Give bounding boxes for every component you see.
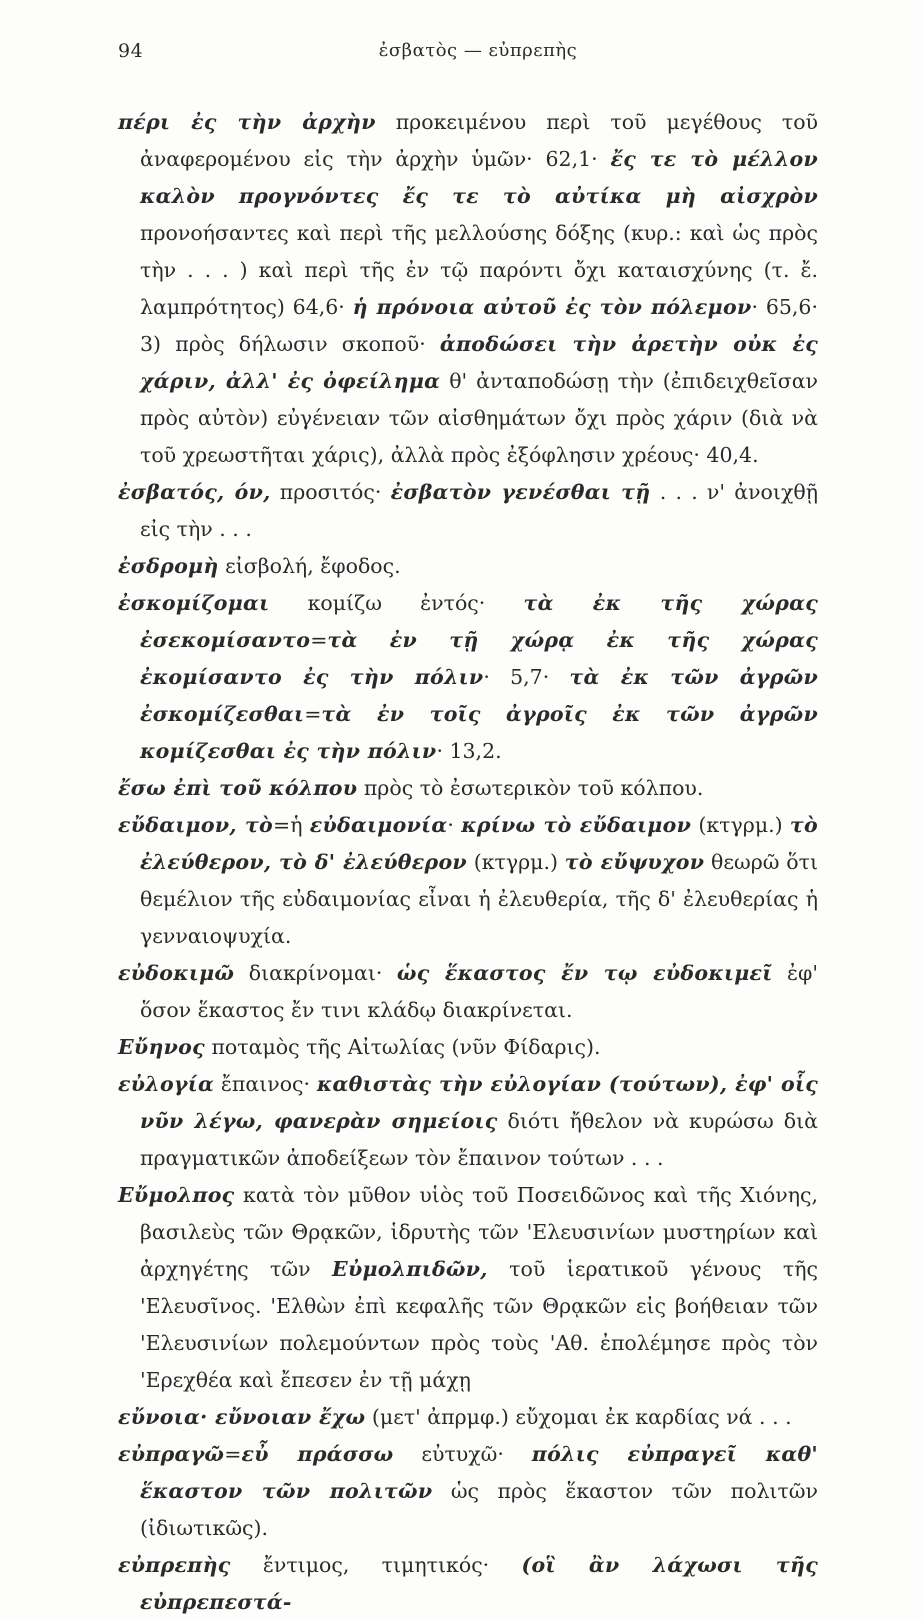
greek-phrase: ἐσδρομὴ — [118, 554, 219, 578]
greek-phrase: εὐπραγῶ — [118, 1442, 225, 1466]
dictionary-entry — [118, 548, 818, 585]
dictionary-entry — [118, 585, 818, 770]
greek-phrase: Εὐμολπιδῶν, — [332, 1257, 488, 1281]
definition-text: κατὰ τὸν μῦθον υἱὸς τοῦ Ποσειδῶνος καὶ τῆς Χιόνης, βασιλεὺς τῶν Θρᾳκῶν, ἱδρυτὴς τῶν 'Ελευσινίων μυστηρίων καὶ ἀρχηγέτης τῶν — [140, 1183, 818, 1281]
definition-text: (κτγρμ.) — [466, 850, 565, 874]
page-number: 94 — [118, 40, 144, 62]
dictionary-entry — [118, 1436, 818, 1547]
definition-text: = — [304, 702, 322, 726]
definition-text: ἐφ' ὅσον ἕκαστος ἔν τινι κλάδῳ διακρίνεται. — [140, 961, 818, 1022]
greek-phrase: Εὔηνος — [118, 1035, 205, 1059]
greek-phrase: ἐσβατὸν γενέσθαι τῇ — [390, 480, 651, 504]
definition-text: προσιτός· — [270, 480, 391, 504]
definition-text: προκειμένου περὶ τοῦ μεγέθους τοῦ ἀναφερομένου εἰς τὴν ἀρχὴν ὑμῶν· 62,1· — [140, 110, 819, 171]
definition-text: πρὸς τὸ ἐσωτερικὸν τοῦ κόλπου. — [357, 776, 704, 800]
definition-text: θεωρῶ ὅτι θεμέλιον τῆς εὐδαιμονίας εἶναι ἡ ἐλευθερία, τῆς δ' ἐλευθερίας ἡ γενναιοψυχία. — [140, 850, 818, 948]
definition-text: = — [224, 1442, 242, 1466]
greek-phrase: ἡ πρόνοια αὐτοῦ ἐς τὸν πόλεμον — [352, 295, 752, 319]
greek-phrase: τὰ ἐν τοῖς ἀγροῖς ἐκ τῶν ἀγρῶν κομίζεσθαι ἐς τὴν πόλιν — [140, 702, 818, 763]
definition-text: ποταμὸς τῆς Αἰτωλίας (νῦν Φίδαρις). — [204, 1035, 601, 1059]
greek-phrase: ὡς ἕκαστος ἔν τῳ εὐδοκιμεῖ — [396, 961, 773, 985]
dictionary-entry — [118, 1399, 818, 1436]
greek-phrase: ἔσω ἐπὶ τοῦ κόλπου — [118, 776, 358, 800]
greek-phrase: Εὔμολπος — [118, 1183, 235, 1207]
greek-phrase: εὐπρεπὴς — [118, 1553, 231, 1577]
definition-text: ὡς πρὸς ἕκαστον τῶν πολιτῶν (ἰδιωτικῶς). — [140, 1479, 818, 1540]
greek-phrase: πόλις εὐπραγεῖ καθ' ἕκαστον τῶν πολιτῶν — [140, 1442, 819, 1503]
definition-text: · 13,2. — [436, 739, 502, 763]
dictionary-entry — [118, 1066, 818, 1177]
greek-phrase: καθιστὰς τὴν εὐλογίαν (τούτων), ἐφ' οἷς νῦν λέγω, φανερὰν σημείοις — [140, 1072, 818, 1133]
definition-text: · 65,6· 3) πρὸς δήλωσιν σκοποῦ· — [140, 295, 818, 356]
definition-text: (κτγρμ.) — [691, 813, 790, 837]
definition-text: · 5,7· — [483, 665, 570, 689]
definition-text: εἰσβολή, ἔφοδος. — [218, 554, 401, 578]
greek-phrase: τὸ εὔψυχον — [564, 850, 705, 874]
definition-text: προνοήσαντες καὶ περὶ τῆς μελλούσης δόξης (κυρ.: καὶ ὡς πρὸς τὴν . . . ) καὶ περὶ τῆς ἐν τῷ παρόντι ὄχι καταισχύνης (τ. ἔ. λαμπρότητος) 64,6· — [140, 221, 818, 319]
greek-phrase: εὐδαιμονία — [309, 813, 448, 837]
definition-text: κομίζω ἐντός· — [269, 591, 524, 615]
definition-text: · — [447, 813, 462, 837]
greek-phrase: εὖ πράσσω — [241, 1442, 394, 1466]
dictionary-entry — [118, 474, 818, 548]
definition-text: ἔντιμος, τιμητικός· — [230, 1553, 522, 1577]
definition-text: διακρίνομαι· — [234, 961, 397, 985]
definition-text: = — [310, 628, 328, 652]
greek-phrase: πέρι ἐς τὴν ἀρχὴν — [118, 110, 376, 134]
dictionary-entry — [118, 1029, 818, 1066]
definition-text: . . . ν' ἀνοιχθῇ εἰς τὴν . . . — [140, 480, 818, 541]
running-head: ἐσβατὸς — εὐπρεπὴς — [378, 40, 578, 61]
definition-text: θ' ἀνταποδώσῃ τὴν (ἐπιδειχθεῖσαν πρὸς αὐτὸν) εὐγένειαν τῶν αἰσθημάτων ὄχι πρὸς χάριν (διὰ νὰ τοῦ χρεωστῆται χάρις), ἀλλὰ πρὸς ἐξόφλησιν χρέους· 40,4. — [140, 369, 819, 467]
definition-text: εὐτυχῶ· — [393, 1442, 532, 1466]
definition-text: (μετ' ἀπρμφ.) εὔχομαι ἐκ καρδίας νά . . . — [365, 1405, 792, 1429]
greek-phrase: ἐσβατός, όν, — [118, 480, 271, 504]
greek-phrase: (οἳ ἂν λάχωσι τῆς εὐπρεπεστά- — [140, 1553, 818, 1614]
definition-text: διότι ἤθελον νὰ κυρώσω διὰ πραγματικῶν ἀποδείξεων τὸν ἔπαινον τούτων . . . — [140, 1109, 818, 1170]
dictionary-entry — [118, 807, 818, 955]
greek-phrase: τὰ ἐκ τῶν ἀγρῶν ἐσκομίζεσθαι — [140, 665, 818, 726]
dictionary-entry — [118, 770, 818, 807]
dictionary-entry — [118, 104, 818, 474]
greek-phrase: ἀποδώσει τὴν ἀρετὴν οὐκ ἐς χάριν, ἀλλ' ἐς ὀφείλημα — [140, 332, 818, 393]
greek-phrase: ἐσκομίζομαι — [118, 591, 270, 615]
definition-text: τοῦ ἱερατικοῦ γένους τῆς 'Ελευσῖνος. 'Ελθὼν ἐπὶ κεφαλῆς τῶν Θρᾳκῶν εἰς βοήθειαν τῶν 'Ελευσινίων πολεμούντων πρὸς τοὺς 'Αθ. ἐπολέμησε πρὸς τὸν 'Ερεχθέα καὶ ἔπεσεν ἐν τῇ μάχῃ — [140, 1257, 818, 1392]
greek-phrase: τὰ ἐκ τῆς χώρας ἐσεκομίσαντο — [140, 591, 818, 652]
greek-phrase: εὔνοια· εὔνοιαν ἔχω — [118, 1405, 366, 1429]
greek-phrase: εὐδοκιμῶ — [118, 961, 235, 985]
greek-phrase: τὸ ἐλεύθερον, τὸ δ' ἐλεύθερον — [140, 813, 818, 874]
dictionary-entry — [118, 1547, 818, 1621]
definition-text: =ἡ — [273, 813, 310, 837]
page-header — [118, 40, 798, 76]
greek-phrase: εὔδαιμον, τὸ — [118, 813, 274, 837]
greek-phrase: ἔς τε τὸ μέλλον καλὸν προγνόντες ἔς τε τὸ αὐτίκα μὴ αἰσχρὸν — [140, 147, 818, 208]
dictionary-entry — [118, 955, 818, 1029]
dictionary-entries — [118, 104, 818, 1621]
dictionary-entry — [118, 1177, 818, 1399]
greek-phrase: εὐλογία — [118, 1072, 215, 1096]
greek-phrase: τὰ ἐν τῇ χώρᾳ ἐκ τῆς χώρας ἐκομίσαντο ἐς τὴν πόλιν — [140, 628, 818, 689]
greek-phrase: κρίνω τὸ εὔδαιμον — [461, 813, 692, 837]
definition-text: ἔπαινος· — [214, 1072, 317, 1096]
